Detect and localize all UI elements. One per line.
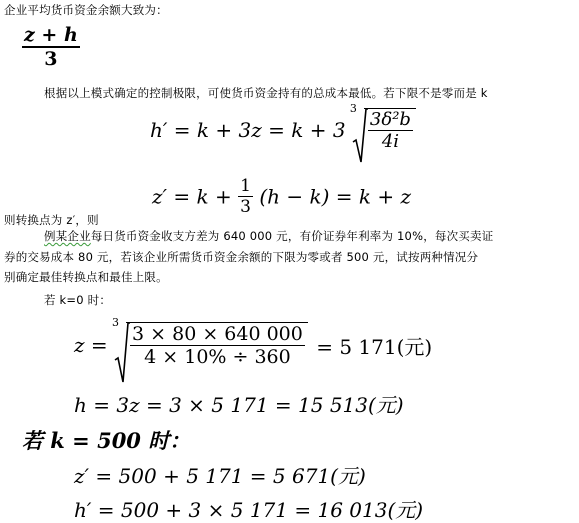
intro-line: 企业平均货币资金余额大致为： bbox=[4, 3, 168, 17]
z-prime-rhs: (h − k) = k + z bbox=[259, 184, 412, 209]
avg-formula-denominator: 3 bbox=[44, 48, 58, 70]
paragraph-control-limits: 根据以上模式确定的控制极限，可使货币资金持有的总成本最低。若下限不是零而是 k bbox=[44, 86, 488, 100]
radical-sign-icon bbox=[114, 322, 130, 384]
h-prime-root-denominator: 4i bbox=[381, 131, 400, 152]
cube-root-1 bbox=[349, 102, 416, 152]
h-calculation: h = 3z = 3 × 5 171 = 15 513(元) bbox=[74, 393, 404, 417]
avg-formula-numerator: z + h bbox=[24, 24, 78, 46]
z-calculation bbox=[74, 316, 433, 386]
z-prime-lhs: z′ = k + bbox=[152, 184, 239, 209]
z-calc-result: = 5 171(元) bbox=[316, 334, 433, 359]
case-k-500-label: 若 k = 500 时： bbox=[22, 428, 191, 453]
z-prime-frac-denominator: 3 bbox=[240, 197, 251, 217]
h-prime-root-numerator: 3δ²b bbox=[369, 109, 411, 130]
case-k-zero-label: 若 k=0 时： bbox=[44, 293, 112, 307]
z-prime-formula bbox=[152, 176, 411, 217]
example-line-1-text: 每日货币资金收支方差为 640 000 元，有价证券年利率为 10%，每次买卖证 bbox=[90, 229, 494, 243]
z-calc-lhs: z = bbox=[74, 333, 108, 357]
z-calc-denominator: 4 × 10% ÷ 360 bbox=[144, 346, 291, 368]
average-balance-formula bbox=[22, 24, 80, 70]
example-line-2: 券的交易成本 80 元，若该企业所需货币资金余额的下限为零或者 500 元，试按两种情况分 bbox=[4, 250, 479, 264]
z-prime-frac-numerator: 1 bbox=[240, 176, 251, 196]
h-prime-lhs: h′ = k + 3z = k + 3 bbox=[150, 118, 346, 142]
root-index: 3 bbox=[112, 316, 120, 329]
z-prime-calculation: z′ = 500 + 5 171 = 5 671(元) bbox=[74, 464, 366, 488]
example-line-3: 别确定最佳转换点和最佳上限。 bbox=[4, 270, 168, 284]
example-label: 例某企业 bbox=[44, 229, 91, 243]
example-line-1 bbox=[44, 229, 493, 244]
root-index: 3 bbox=[349, 102, 357, 115]
z-calc-numerator: 3 × 80 × 640 000 bbox=[132, 323, 303, 345]
radical-sign-icon bbox=[352, 108, 368, 164]
h-prime-formula bbox=[150, 102, 416, 166]
paragraph-turning-point: 则转换点为 z′，则 bbox=[4, 213, 99, 227]
h-prime-calculation: h′ = 500 + 3 × 5 171 = 16 013(元) bbox=[74, 498, 424, 522]
cube-root-2 bbox=[112, 316, 308, 368]
